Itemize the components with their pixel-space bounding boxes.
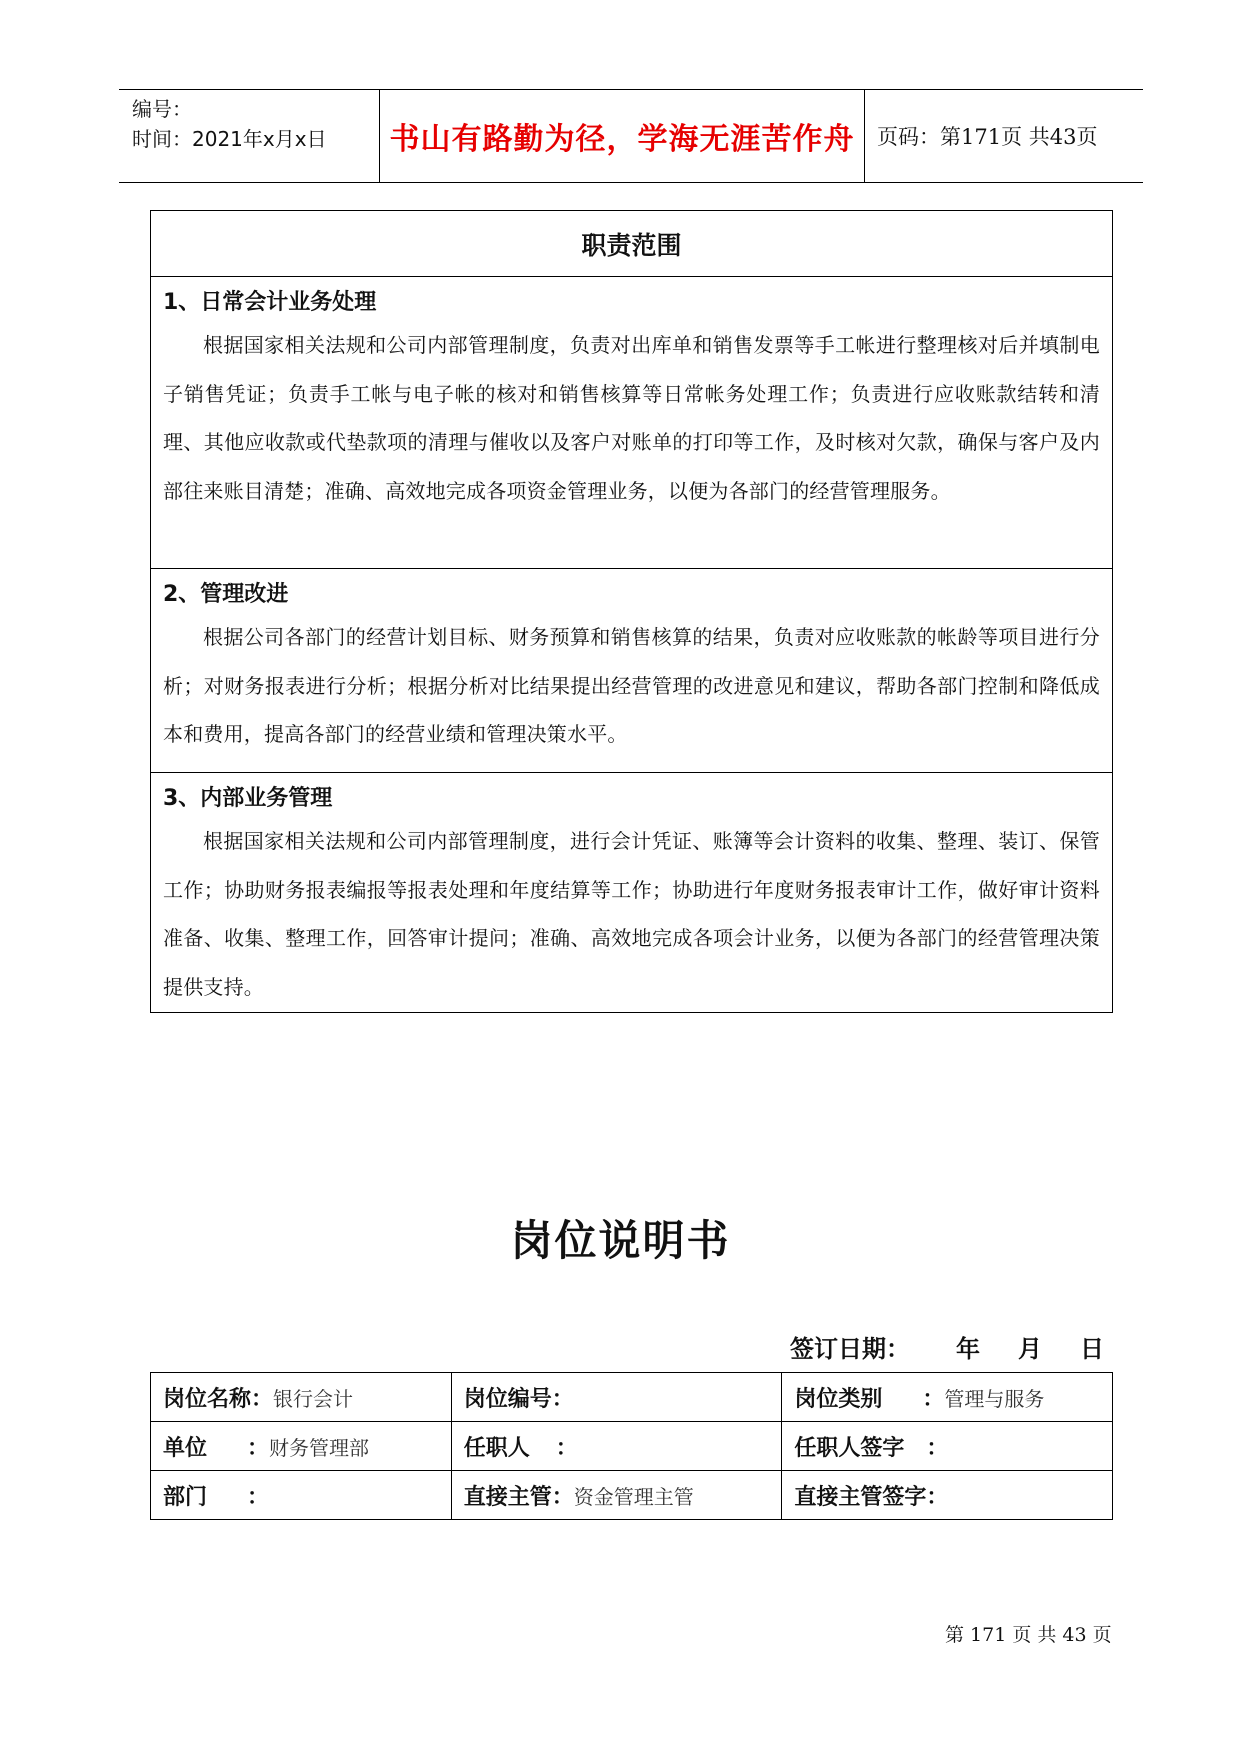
day-label: 日 xyxy=(1080,1335,1104,1363)
section-body: 根据公司各部门的经营计划目标、财务预算和销售核算的结果，负责对应收账款的帐龄等项目进行分析；对财务报表进行分析；根据分析对比结果提出经营管理的改进意见和建议，帮助各部门控制和降低成本和费用，提高各部门的经营业绩和管理决策水平。 xyxy=(163,625,1100,746)
incumbent-signature-colon: ： xyxy=(926,1435,949,1461)
header-meta xyxy=(132,94,327,154)
section-heading: 2、管理改进 xyxy=(163,582,289,607)
duty-section xyxy=(151,773,1112,1013)
job-info-table xyxy=(150,1372,1113,1520)
section-heading: 1、日常会计业务处理 xyxy=(163,290,377,315)
department-label: 部门 xyxy=(163,1484,208,1510)
incumbent-cell xyxy=(451,1422,782,1471)
time-label: 时间：2021年x月x日 xyxy=(132,127,327,151)
month-label: 月 xyxy=(1018,1335,1042,1363)
duties-title: 职责范围 xyxy=(151,211,1112,277)
supervisor-signature-cell xyxy=(782,1471,1113,1520)
unit-cell xyxy=(151,1422,452,1471)
duty-section xyxy=(151,277,1112,569)
table-row xyxy=(151,1471,1113,1520)
table-row xyxy=(151,1422,1113,1471)
year-label: 年 xyxy=(956,1335,980,1363)
unit-colon: ： xyxy=(247,1435,270,1461)
duty-section xyxy=(151,569,1112,773)
position-name-value: 银行会计 xyxy=(273,1386,354,1411)
unit-value: 财务管理部 xyxy=(269,1435,370,1460)
header-page-info: 页码：第171页 共43页 xyxy=(877,125,1098,149)
section-body: 根据国家相关法规和公司内部管理制度，进行会计凭证、账簿等会计资料的收集、整理、装订、保管工作；协助财务报表编报等报表处理和年度结算等工作；协助进行年度财务报表审计工作，做好审计资料准备、收集、整理工作，回答审计提问；准确、高效地完成各项会计业务，以便为各部门的经营管理决策提供支持。 xyxy=(163,829,1100,999)
supervisor-signature-label: 直接主管签字： xyxy=(794,1484,949,1510)
unit-label: 单位 xyxy=(163,1435,208,1461)
department-colon: ： xyxy=(247,1484,270,1510)
position-category-value: 管理与服务 xyxy=(944,1386,1045,1411)
incumbent-label: 任职人 xyxy=(463,1435,530,1461)
position-category-colon: ： xyxy=(922,1386,945,1412)
incumbent-signature-label: 任职人签字 xyxy=(794,1435,905,1461)
section-body: 根据国家相关法规和公司内部管理制度，负责对出库单和销售发票等手工帐进行整理核对后并填制电子销售凭证；负责手工帐与电子帐的核对和销售核算等日常帐务处理工作；负责进行应收账款结转和清理、其他应收款或代垫款项的清理与催收以及客户对账单的打印等工作，及时核对欠款，确保与客户及内部往来账目清楚；准确、高效地完成各项资金管理业务，以便为各部门的经营管理服务。 xyxy=(163,333,1100,503)
sign-date xyxy=(790,1329,1104,1364)
supervisor-cell xyxy=(451,1471,782,1520)
table-row xyxy=(151,1373,1113,1422)
sign-date-label: 签订日期： xyxy=(790,1335,910,1363)
position-category-label: 岗位类别 xyxy=(794,1386,883,1412)
position-category-cell xyxy=(782,1373,1113,1422)
header-motto: 书山有路勤为径，学海无涯苦作舟 xyxy=(379,90,865,182)
section-heading: 3、内部业务管理 xyxy=(163,786,333,811)
position-name-label: 岗位名称： xyxy=(163,1386,274,1412)
department-cell xyxy=(151,1471,452,1520)
supervisor-value: 资金管理主管 xyxy=(573,1484,694,1509)
page-header xyxy=(119,89,1143,183)
position-number-label: 岗位编号： xyxy=(463,1386,574,1412)
supervisor-label: 直接主管： xyxy=(463,1484,574,1510)
duties-table xyxy=(150,210,1113,1013)
page-footer: 第 171 页 共 43 页 xyxy=(945,1624,1112,1646)
document-title: 岗位说明书 xyxy=(510,1216,731,1265)
number-label: 编号： xyxy=(132,97,192,121)
position-name-cell xyxy=(151,1373,452,1422)
incumbent-signature-cell xyxy=(782,1422,1113,1471)
incumbent-colon: ： xyxy=(555,1435,578,1461)
position-number-cell xyxy=(451,1373,782,1422)
